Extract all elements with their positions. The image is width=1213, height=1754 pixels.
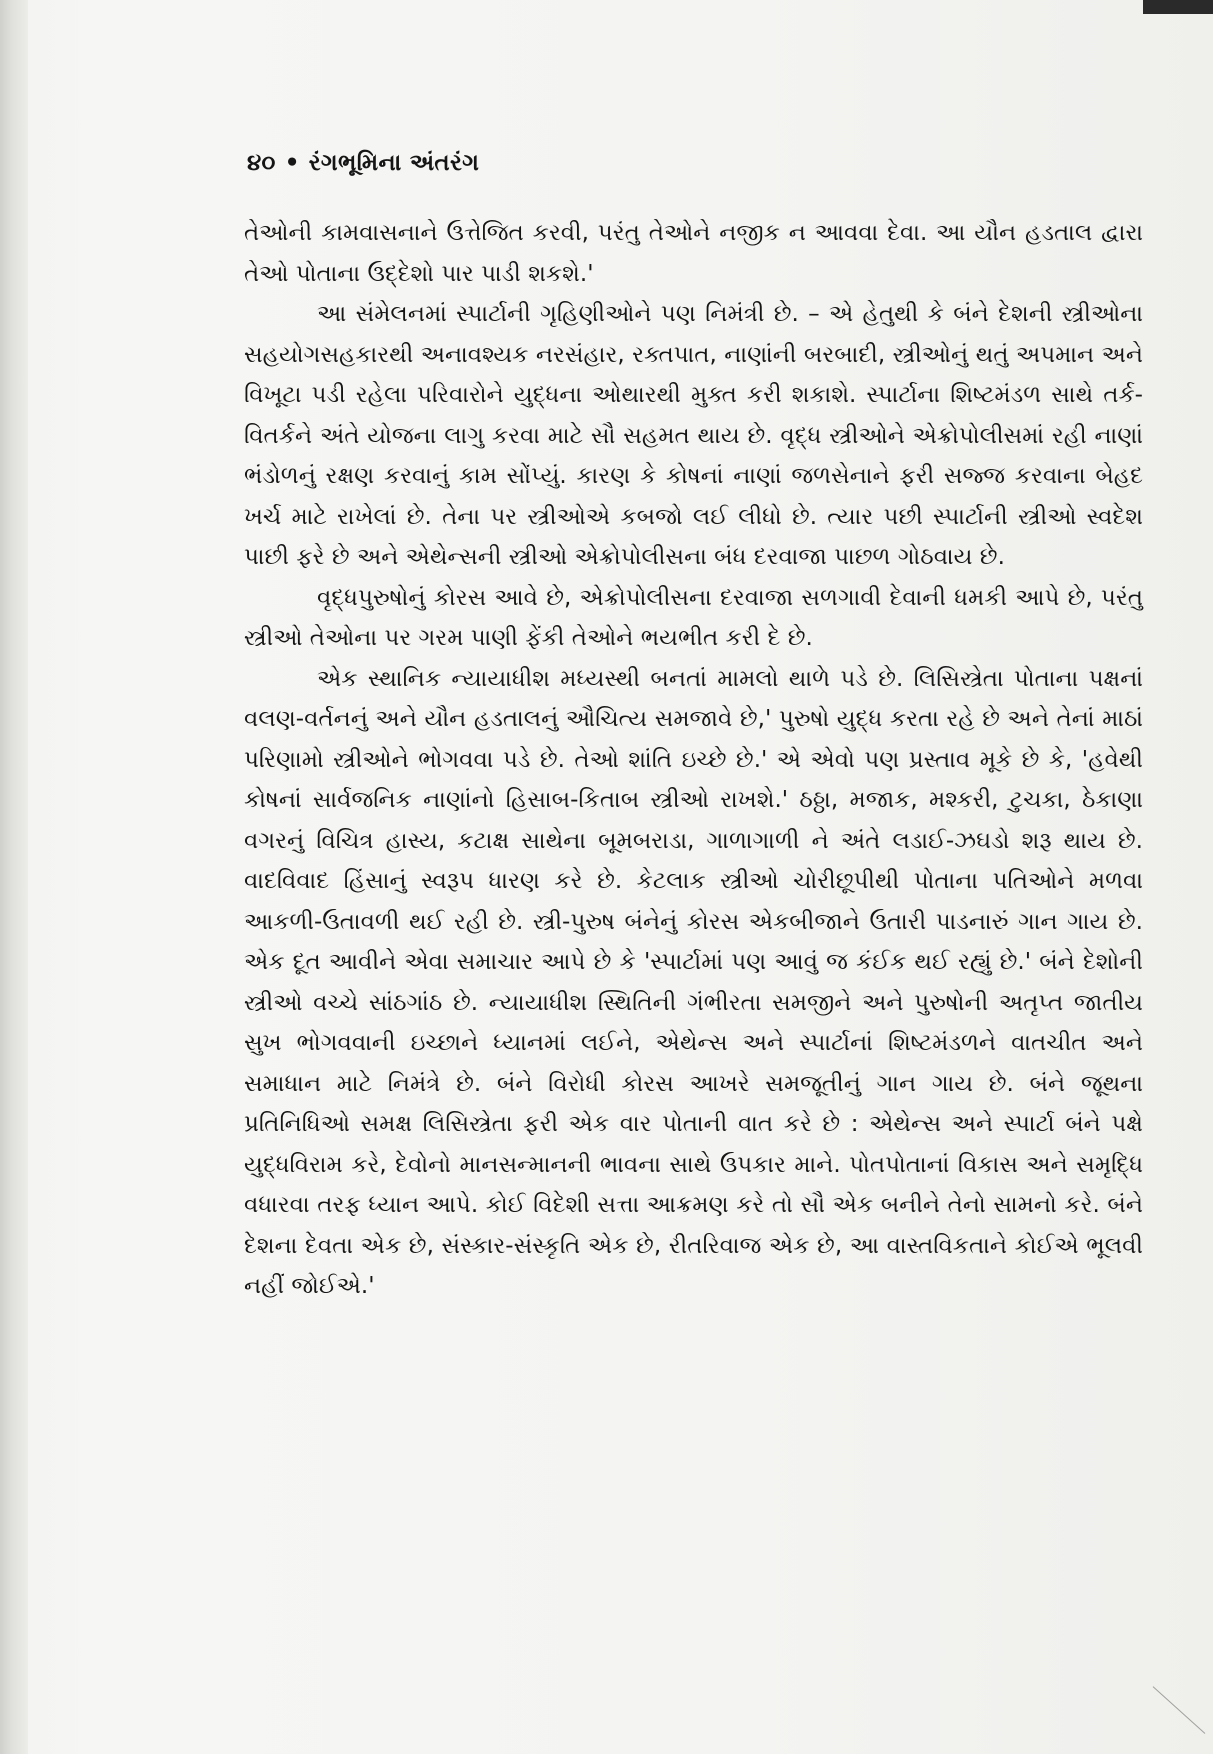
scan-edge-mark bbox=[1143, 0, 1213, 14]
body-text bbox=[244, 213, 1143, 1307]
running-header bbox=[247, 150, 479, 176]
header-bullet: • bbox=[284, 150, 300, 176]
running-title: રંગભૂમિના અંતરંગ bbox=[308, 150, 480, 176]
page-gutter-shadow bbox=[0, 0, 28, 1754]
paragraph-conference: આ સંમેલનમાં સ્પાર્ટાની ગૃહિણીઓને પણ નિમંત્રી છે. – એ હેતુથી કે બંને દેશની સ્ત્રીઓના સહયોગસહકારથી અનાવશ્યક નરસંહાર, રક્તપાત, નાણાંની બરબાદી, સ્ત્રીઓનું થતું અપમાન અને વિખૂટા પડી રહેલા પરિવારોને યુદ્ધના ઓથારથી મુક્ત કરી શકાશે. સ્પાર્ટાના શિષ્ટમંડળ સાથે તર્ક-વિતર્કને અંતે યોજના લાગુ કરવા માટે સૌ સહમત થાય છે. વૃદ્ધ સ્ત્રીઓને એક્રોપોલીસમાં રહી નાણાં ભંડોળનું રક્ષણ કરવાનું કામ સોંપ્યું. કારણ કે કોષનાં નાણાં જળસેનાને ફરી સજ્જ કરવાના બેહદ ખર્ચ માટે રાખેલાં છે. તેના પર સ્ત્રીઓએ કબજો લઈ લીધો છે. ત્યાર પછી સ્પાર્ટાની સ્ત્રીઓ સ્વદેશ પાછી ફરે છે અને એથેન્સની સ્ત્રીઓ એક્રોપોલીસના બંધ દરવાજા પાછળ ગોઠવાય છે. bbox=[244, 301, 1143, 570]
paragraph-old-men-chorus: વૃદ્ધપુરુષોનું કોરસ આવે છે, એક્રોપોલીસના દરવાજા સળગાવી દેવાની ધમકી આપે છે, પરંતુ સ્ત્રીઓ તેઓના પર ગરમ પાણી ફેંકી તેઓને ભયભીત કરી દે છે. bbox=[244, 584, 1143, 651]
page-corner-fold bbox=[1153, 1686, 1206, 1734]
page-number: ૪૦ bbox=[247, 150, 276, 176]
paragraph-continuation: તેઓની કામવાસનાને ઉત્તેજિત કરવી, પરંતુ તેઓને નજીક ન આવવા દેવા. આ યૌન હડતાલ દ્વારા તેઓ પોતાના ઉદ્દેશો પાર પાડી શકશે.' bbox=[244, 220, 1143, 287]
paragraph-magistrate: એક સ્થાનિક ન્યાયાધીશ મધ્યસ્થી બનતાં મામલો થાળે પડે છે. લિસિસ્ત્રેતા પોતાના પક્ષનાં વલણ-વર્તનનું અને યૌન હડતાલનું ઔચિત્ય સમજાવે છે,' પુરુષો યુદ્ધ કરતા રહે છે અને તેનાં માઠાં પરિણામો સ્ત્રીઓને ભોગવવા પડે છે. તેઓ શાંતિ ઇચ્છે છે.' એ એવો પણ પ્રસ્તાવ મૂકે છે કે, 'હવેથી કોષનાં સાર્વજનિક નાણાંનો હિસાબ-કિતાબ સ્ત્રીઓ રાખશે.' ઠઠ્ઠા, મજાક, મશ્કરી, ટુચકા, ઠેકાણા વગરનું વિચિત્ર હાસ્ય, કટાક્ષ સાથેના બૂમબરાડા, ગાળાગાળી ને અંતે લડાઈ-ઝઘડો શરૂ થાય છે. વાદવિવાદ હિંસાનું સ્વરૂપ ધારણ કરે છે. કેટલાક સ્ત્રીઓ ચોરીછૂપીથી પોતાના પતિઓને મળવા આકળી-ઉતાવળી થઈ રહી છે. સ્ત્રી-પુરુષ બંનેનું કોરસ એકબીજાને ઉતારી પાડનારું ગાન ગાય છે. એક દૂત આવીને એવા સમાચાર આપે છે કે 'સ્પાર્ટામાં પણ આવું જ કંઈક થઈ રહ્યું છે.' બંને દેશોની સ્ત્રીઓ વચ્ચે સાંઠગાંઠ છે. ન્યાયાધીશ સ્થિતિની ગંભીરતા સમજીને અને પુરુષોની અતૃપ્ત જાતીય સુખ ભોગવવાની ઇચ્છાને ધ્યાનમાં લઈને, એથેન્સ અને સ્પાર્ટાનાં શિષ્ટમંડળને વાતચીત અને સમાધાન માટે નિમંત્રે છે. બંને વિરોધી કોરસ આખરે સમજૂતીનું ગાન ગાય છે. બંને જૂથના પ્રતિનિધિઓ સમક્ષ લિસિસ્ત્રેતા ફરી એક વાર પોતાની વાત કરે છે : એથેન્સ અને સ્પાર્ટા બંને પક્ષે યુદ્ધવિરામ કરે, દેવોનો માનસન્માનની ભાવના સાથે ઉપકાર માને. પોતપોતાનાં વિકાસ અને સમૃદ્ધિ વધારવા તરફ ધ્યાન આપે. કોઈ વિદેશી સત્તા આક્રમણ કરે તો સૌ એક બનીને તેનો સામનો કરે. બંને દેશના દેવતા એક છે, સંસ્કાર-સંસ્કૃતિ એક છે, રીતરિવાજ એક છે, આ વાસ્તવિકતાને કોઈએ ભૂલવી નહીં જોઈએ.' bbox=[244, 665, 1143, 1299]
